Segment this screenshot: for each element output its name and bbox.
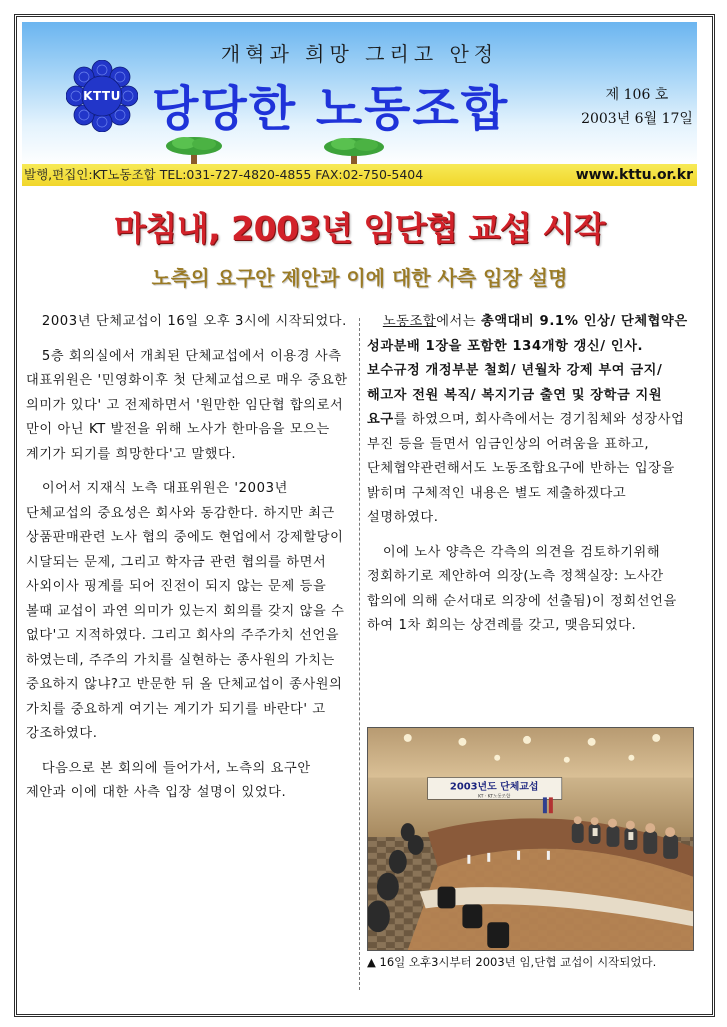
photo-banner-sub: KT · KT노동조합 bbox=[478, 794, 511, 800]
publisher-bar bbox=[22, 164, 697, 186]
paragraph bbox=[367, 310, 695, 531]
masthead bbox=[22, 22, 697, 166]
issue-number: 제 106 호 bbox=[605, 87, 669, 103]
tree-icon bbox=[162, 134, 226, 166]
union-subject: 노동조합 bbox=[382, 314, 437, 329]
paragraph-rest: 를 하였으며, 회사측에서는 경기침체와 성장사업 부진 등을 들면서 임금인상의 어려움을 표하고, 단체협약관련해서도 노동조합요구에 반하는 입장을 밝히며 구체적인 내용은 별도 제출하겠다고 설명하였다. bbox=[367, 412, 685, 525]
column-divider bbox=[359, 318, 360, 990]
photo-caption: ▲ 16일 오후3시부터 2003년 임,단협 교섭이 시작되었다. bbox=[367, 955, 657, 969]
logo-text: KTTU bbox=[83, 89, 121, 103]
left-column bbox=[26, 310, 352, 816]
website-link[interactable]: www.kttu.or.kr bbox=[575, 167, 693, 183]
subheadline: 노측의 요구안 제안과 이에 대한 사측 입장 설명 bbox=[151, 266, 568, 290]
photo-banner-text: 2003년도 단체교섭 bbox=[449, 781, 539, 793]
paragraph: 다음으로 본 회의에 들어가서, 노측의 요구안 제안과 이에 대한 사측 입장 설명이 있었다. bbox=[26, 760, 311, 800]
union-name: 당당한 노동조합 bbox=[152, 81, 510, 137]
paragraph: 이어서 지재식 노측 대표위원은 '2003년 단체교섭의 중요성은 회사와 동감한다. 하지만 최근 상품판매관련 노사 협의 중에도 현업에서 강제할당이 시달되는 문제, 그리고 학자금 관련 협의를 하면서 사외이사 핑계를 되어 진전이 되지 않는 문제 등을 볼때 교섭이 과연 의미가 있는지 회의를 갖지 않을 수 없다'고 지적하였다. 그리고 회사의 주주가치 선언을 하였는데, 주주의 가치를 실현하는 종사원의 가치는 중요하지 않냐?고 반문한 뒤 올 단체교섭이 종사원의 가치를 중요하게 여기는 계기가 되기를 바란다' 고 강조하였다. bbox=[26, 481, 345, 741]
paragraph: 2003년 단체교섭이 16일 오후 3시에 시작되었다. bbox=[41, 314, 347, 329]
right-column bbox=[367, 310, 695, 649]
paragraph: 5층 회의실에서 개최된 단체교섭에서 이용경 사측 대표위원은 '민영화이후 첫 단체교섭으로 매우 중요한 의미가 있다' 고 전제하면서 '원만한 임단협 합의로서 만이 아닌 KT 발전을 위해 노사가 한마음을 모으는 계기가 되기를 희망한다'고 말했다. bbox=[26, 348, 348, 462]
paragraph-lead: 에서는 bbox=[436, 314, 481, 329]
publisher-info: 발행,편집인:KT노동조합 TEL:031-727-4820-4855 FAX:02-750-5404 bbox=[24, 167, 424, 182]
slogan: 개혁과 희망 그리고 안정 bbox=[220, 42, 499, 66]
meeting-photo bbox=[367, 727, 694, 951]
headline: 마침내, 2003년 임단협 교섭 시작 bbox=[114, 209, 605, 248]
paragraph: 이에 노사 양측은 각측의 의견을 검토하기위해 정회하기로 제안하여 의장(노측 정책실장: 노사간 합의에 의해 순서대로 의장에 선출됨)이 정회선언을 하여 1차 회의는 상견례를 갖고, 맺음되었다. bbox=[367, 544, 677, 633]
demands-text: 총액대비 9.1% 인상/ 단체협약은 성과분배 1장을 포함한 134개항 갱신/ 인사.보수규정 개정부분 철회/ 년월차 강제 부여 금지/ 해고자 전원 복직/ 복지기금 출연 및 장학금 지원 요구 bbox=[367, 314, 688, 427]
tree-icon bbox=[320, 136, 388, 166]
issue-date: 2003년 6월 17일 bbox=[581, 111, 693, 127]
